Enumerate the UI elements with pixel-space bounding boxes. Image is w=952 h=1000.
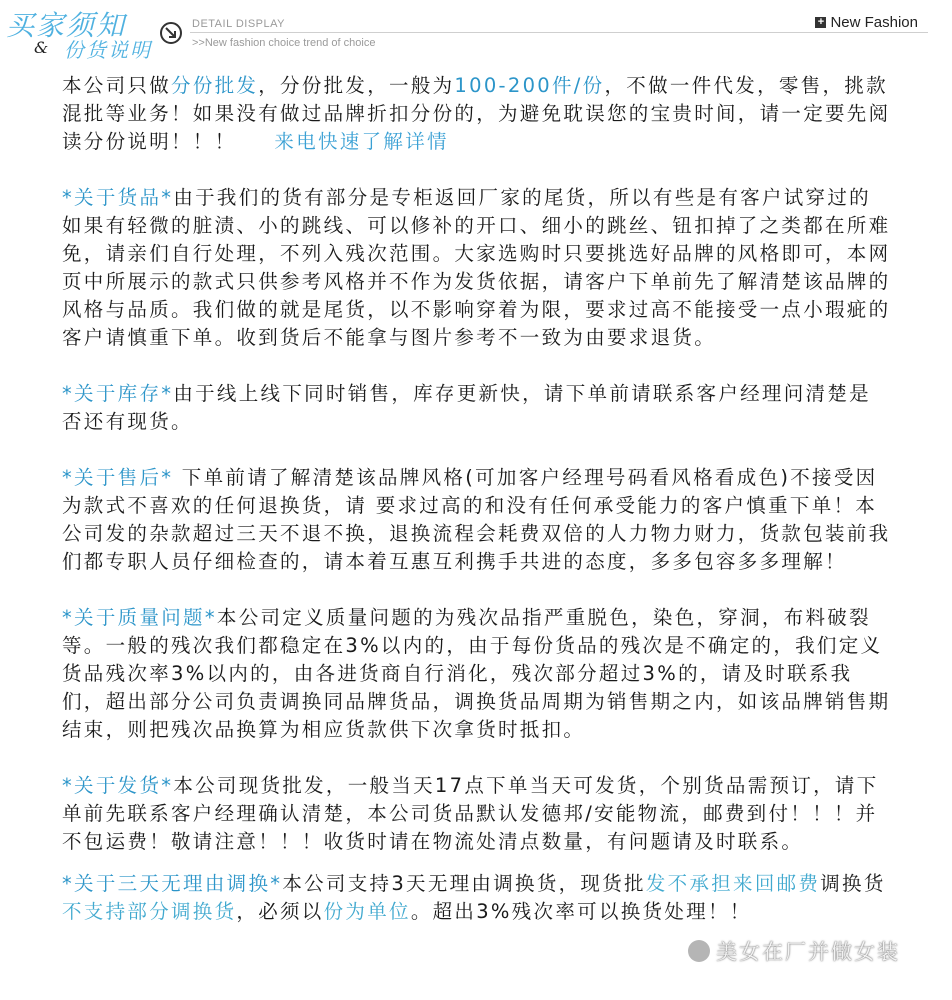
intro-text-1: 本公司只做: [62, 74, 172, 97]
section-quality-text: 本公司定义质量问题的为残次品指严重脱色，染色，穿洞，布料破裂等。一般的残次我们都稳定在3%以内的，由于每份货品的残次是不确定的，我们定义货品残次率3%以内的，由各进货商自行消化，残次部分超过3%的，请及时联系我们，超出部分公司负责调换同品牌货品，调换货品周期为销售期之内，如该品牌销售期结束，则把残次品换算为相应货款供下次拿货时抵扣。: [62, 606, 891, 741]
section-exchange: [62, 870, 892, 926]
intro-text-2: ，分份批发，一般为: [258, 74, 455, 97]
section-stock-label: *关于库存*: [62, 382, 174, 405]
section-shipping-text: 本公司现货批发，一般当天17点下单当天可发货，个别货品需预订，请下单前先联系客户经理确认清楚，本公司货品默认发德邦/安能物流，邮费到付！！！并不包运费！敬请注意！！！收货时请在物流处清点数量，有问题请及时联系。: [62, 774, 879, 853]
section-goods-label: *关于货品*: [62, 186, 174, 209]
section-exchange-text-1: 本公司支持3天无理由调换货，现货批: [282, 872, 646, 895]
section-exchange-label: *关于三天无理由调换*: [62, 872, 283, 895]
call-for-details-link[interactable]: 来电快速了解详情: [274, 130, 449, 153]
header-divider: [190, 32, 928, 33]
section-exchange-highlight-partial: 不支持部分调换货: [62, 900, 237, 923]
watermark-text: 美女在厂并做女装: [716, 940, 900, 964]
section-stock: [62, 380, 892, 436]
section-after-sales: [62, 464, 892, 576]
detail-display-title: DETAIL DISPLAY: [192, 18, 285, 30]
section-shipping-label: *关于发货*: [62, 774, 174, 797]
intro-highlight-quantity: 100-200件/份: [454, 74, 605, 97]
section-exchange-text-2: 调换货: [820, 872, 886, 895]
section-exchange-highlight-unit: 份为单位: [323, 900, 411, 923]
intro-text-3: ，不做一件代发，零售，挑款混批等业务！如果没有做过品牌折扣分份的，为避免耽误您的宝贵时间，请一定要先阅读分份说明！！！: [62, 74, 891, 153]
detail-display-subtitle: >>New fashion choice trend of choice: [192, 37, 376, 49]
brand-ampersand: &: [34, 38, 49, 57]
new-fashion-label: [815, 14, 918, 31]
new-fashion-text: New Fashion: [830, 14, 918, 31]
section-shipping: [62, 772, 892, 856]
intro-paragraph: [62, 72, 892, 156]
intro-highlight-lot-wholesale: 分份批发: [171, 74, 259, 97]
section-goods-text: 由于我们的货有部分是专柜返回厂家的尾货，所以有些是有客户试穿过的如果有轻微的脏渍、小的跳线、可以修补的开口、细小的跳丝、钮扣掉了之类都在所难免，请亲们自行处理，不列入残次范围。大家选购时只要挑选好品牌的风格即可，本网页中所展示的款式只供参考风格并不作为发货依据，请客户下单前先了解清楚该品牌的风格与品质。我们做的就是尾货，以不影响穿着为限，要求过高不能接受一点小瑕疵的客户请慎重下单。收到货后不能拿与图片参考不一致为由要求退货。: [62, 186, 891, 349]
section-after-sales-label: *关于售后*: [62, 466, 174, 489]
section-goods: [62, 184, 892, 352]
section-exchange-highlight-postage: 发不承担来回邮费: [645, 872, 821, 895]
arrow-circle-icon: [160, 22, 182, 44]
section-exchange-text-4: 。超出3%残次率可以换货处理！！: [410, 900, 752, 923]
brand-title-buyer-notice: 买家须知: [6, 9, 127, 42]
brand-title-lot-explanation: 份货说明: [64, 38, 152, 62]
watermark: [688, 936, 900, 966]
section-quality-label: *关于质量问题*: [62, 606, 217, 629]
section-stock-text: 由于线上线下同时销售，库存更新快，请下单前请联系客户经理问清楚是否还有现货。: [62, 382, 871, 433]
section-after-sales-text: 下单前请了解清楚该品牌风格(可加客户经理号码看风格看成色)不接受因为款式不喜欢的任何退换货，请 要求过高的和没有任何承受能力的客户慎重下单！本公司发的杂款超过三天不退不换，退换流程会耗费双倍的人力物力财力，货款包装前我们都专职人员仔细检查的，请本着互惠互利携手共进的态度，多多包容多多理解！: [62, 466, 891, 573]
wechat-logo-icon: [688, 940, 710, 962]
header: [0, 0, 952, 60]
section-quality: [62, 604, 892, 744]
plus-icon: +: [815, 17, 826, 28]
section-exchange-text-3: ，必须以: [236, 900, 324, 923]
notice-content: [62, 72, 892, 954]
